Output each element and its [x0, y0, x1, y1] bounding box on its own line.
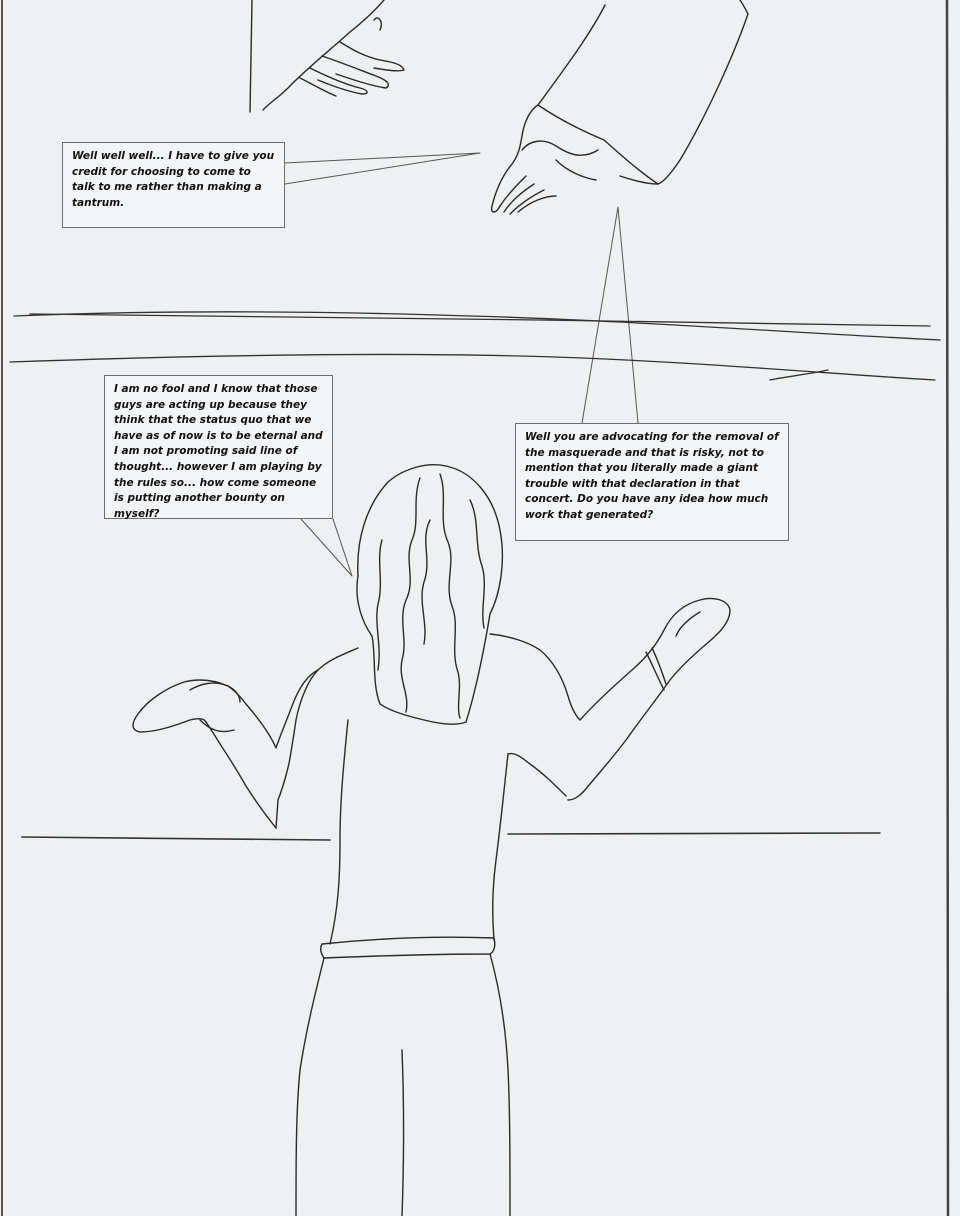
speech-balloon-left	[104, 375, 333, 519]
left-sleeve-hand-drawing	[250, 0, 404, 112]
panel-divider	[10, 312, 940, 380]
background-line-right	[508, 833, 880, 834]
background-line-left	[22, 837, 330, 840]
page-border-right	[947, 0, 948, 1216]
speech-balloon-top	[62, 142, 285, 228]
top-balloon-pointer	[285, 153, 480, 184]
speech-balloon-right	[515, 423, 789, 541]
right-balloon-pointer	[582, 207, 638, 423]
right-sleeve-hand-drawing	[492, 0, 748, 214]
speech-balloon-left-text: I am no fool and I know that those guys are acting up because they think that the status quo that we have as of now is to be eternal and I am not promoting said line of thought... however I am playing by the rules so... how come someone is putting another bounty on myself?	[114, 383, 323, 520]
girl-back-view-drawing	[133, 465, 730, 1216]
speech-balloon-top-text: Well well well... I have to give you credit for choosing to come to talk to me rather than making a tantrum.	[72, 150, 275, 209]
speech-balloon-right-text: Well you are advocating for the removal of the masquerade and that is risky, not to mention that you literally made a giant trouble with that declaration in that concert. Do you have any idea how much work that generated?	[525, 431, 779, 521]
left-balloon-pointer	[301, 519, 352, 576]
